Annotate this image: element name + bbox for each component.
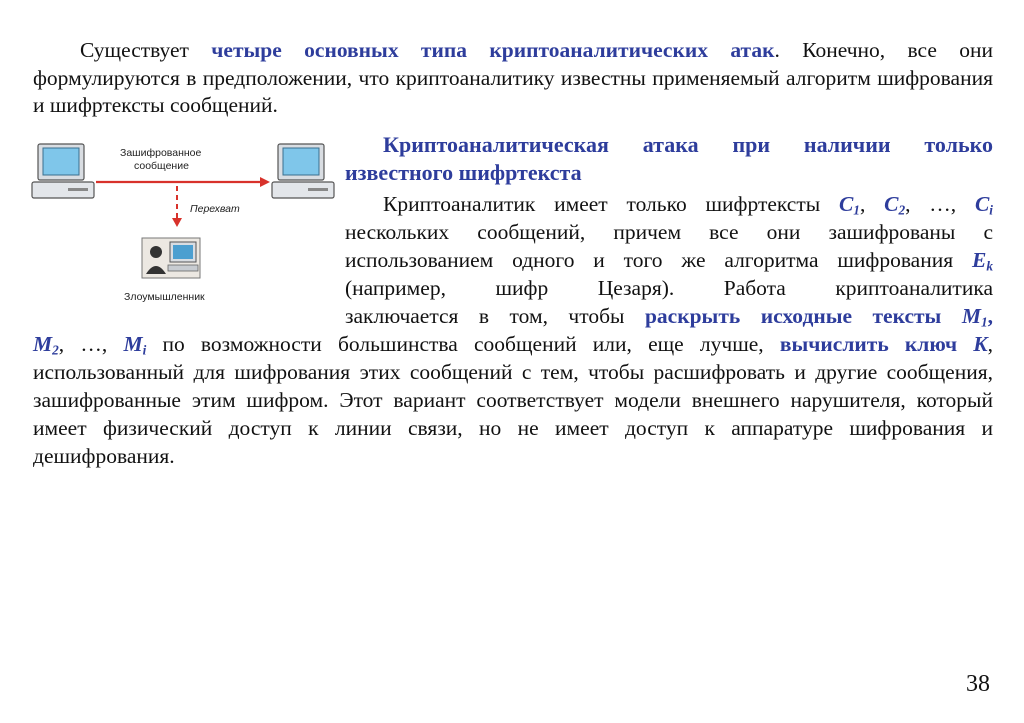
symbol-c2 [884, 192, 905, 216]
body-line-3 [345, 246, 993, 274]
subscript: i [142, 342, 147, 358]
subscript: 2 [898, 202, 906, 218]
intro-text-end: . Конечно, все они формулируются в предположении, что криптоаналитику известны применяемый алгоритм шифрования и шифртексты сообщений. [33, 38, 993, 117]
symbol-letter: M [123, 332, 143, 356]
body-line-2: нескольких сообщений, причем все они зашифрованы с [345, 220, 993, 244]
sender-computer-icon [32, 144, 94, 198]
highlight-text: раскрыть исходные тексты [644, 304, 962, 328]
symbol-m1 [962, 304, 988, 328]
symbol-ek [972, 248, 993, 272]
section-heading: Криптоаналитическая атака при наличии только известного шифртекста [345, 132, 993, 185]
receiver-computer-icon [272, 144, 334, 198]
symbol-letter: C [974, 192, 990, 216]
body-text: по возможности большинства сообщений или, еще лучше, [146, 332, 780, 356]
subscript: i [989, 202, 993, 218]
page-number: 38 [966, 671, 990, 697]
symbol-letter: M [961, 304, 981, 328]
transmission-arrow-icon [96, 177, 270, 187]
body-line-1 [345, 190, 993, 218]
body-text: Криптоаналитик имеет только шифртексты [383, 192, 839, 216]
body-line-5: заключается в том, чтобы раскрыть исходные тексты $M_1$, [345, 304, 993, 330]
separator: , [859, 192, 885, 216]
separator: , …, [905, 192, 975, 216]
body-paragraph-tail [33, 330, 993, 470]
subscript: k [986, 258, 993, 274]
intro-highlight: четыре основных типа криптоаналитических атак [211, 38, 775, 62]
label-attacker: Злоумышленник [124, 291, 205, 303]
subscript: 1 [980, 314, 988, 330]
symbol-letter: E [971, 248, 987, 272]
intro-text: Существует [80, 38, 212, 62]
body-text: использованием одного и того же алгоритма шифрования [345, 248, 972, 272]
symbol-letter: M [33, 332, 53, 356]
symbol-letter: C [884, 192, 899, 216]
intro-paragraph [33, 37, 993, 120]
symbol-mi [123, 332, 146, 356]
body-line-4: (например, шифр Цезаря). Работа криптоаналитика [345, 276, 993, 300]
symbol-k: K [973, 332, 988, 356]
body-text: , использованный для шифрования этих сообщений с тем, чтобы расшифровать и другие сообщения, зашифрованные этим шифром. Этот вариант соответствует модели внешнего нарушителя, который имеет физический доступ к линии связи, но не имеет доступ к аппаратуре шифрования и дешифрования. [33, 332, 993, 468]
subscript: 2 [52, 342, 59, 358]
symbol-ci [975, 192, 993, 216]
label-encrypted-2: сообщение [134, 160, 189, 172]
symbol-m2 [33, 332, 59, 356]
attacker-icon [142, 238, 200, 278]
intercept-arrow-icon [172, 186, 182, 227]
separator: , …, [58, 332, 124, 356]
highlight-text: вычислить ключ [779, 332, 974, 356]
symbol-c1 [839, 192, 860, 216]
attack-diagram [30, 134, 340, 329]
subscript: 1 [853, 202, 860, 218]
body-text: заключается в том, чтобы [345, 304, 645, 328]
symbol-letter: C [838, 192, 854, 216]
label-intercept: Перехват [190, 203, 240, 215]
label-encrypted-1: Зашифрованное [120, 147, 202, 159]
